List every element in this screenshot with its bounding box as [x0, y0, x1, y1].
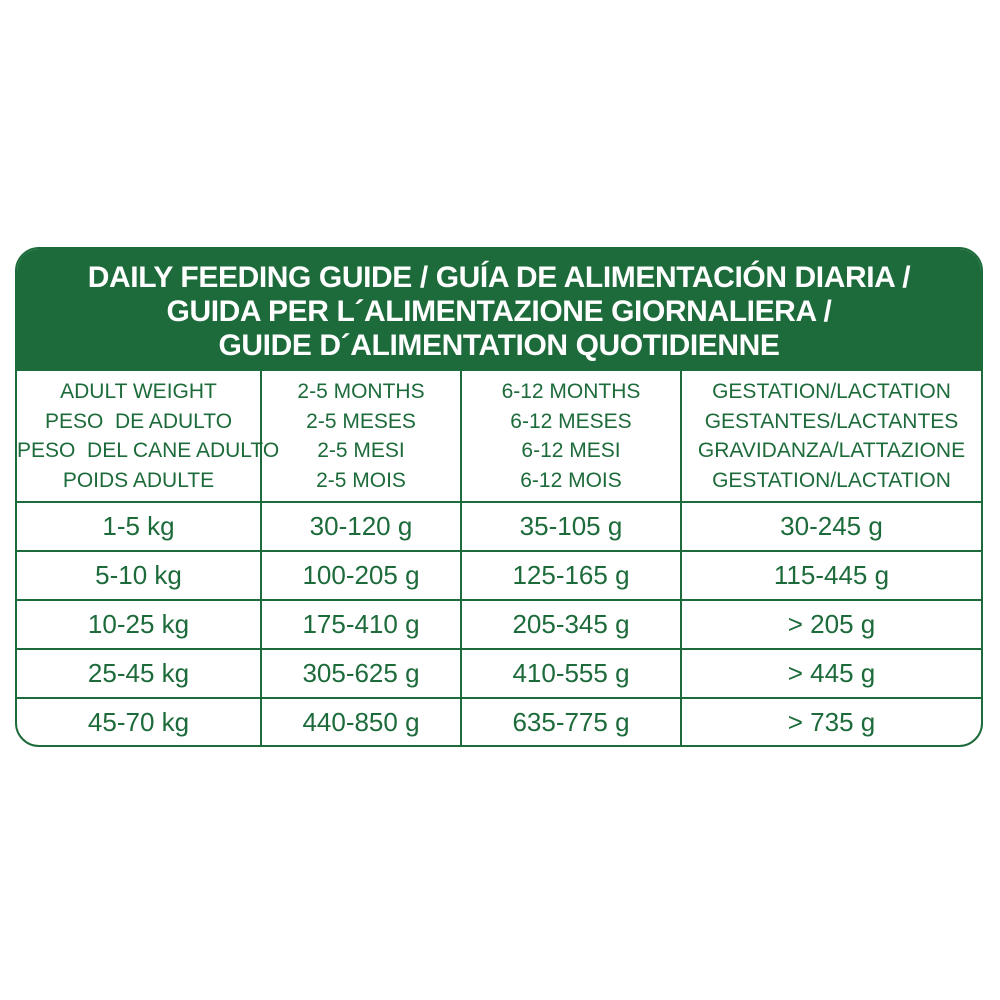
column-header-line: POIDS ADULTE: [62, 468, 215, 492]
column-header-line: 6-12 MESI: [521, 439, 621, 462]
amount-2-5-months-cell: 30-120 g: [261, 502, 461, 551]
title-line-2: GUIDA PER L´ALIMENTAZIONE GIORNALIERA /: [166, 295, 832, 328]
table-row: [17, 600, 981, 649]
feeding-guide-card: [15, 247, 983, 747]
table-row: [17, 502, 981, 551]
amount-6-12-months-cell: 35-105 g: [461, 502, 681, 551]
weight-cell: 1-5 kg: [17, 502, 261, 551]
amount-6-12-months-cell: 125-165 g: [461, 551, 681, 600]
amount-2-5-months-cell: 175-410 g: [261, 600, 461, 649]
column-header-adult-weight: [17, 371, 280, 502]
column-header-6-12-months: [461, 371, 681, 502]
weight-cell: 45-70 kg: [17, 698, 261, 746]
column-header-2-5-months: [261, 371, 461, 502]
weight-cell: 5-10 kg: [17, 551, 261, 600]
amount-2-5-months-cell: 440-850 g: [261, 698, 461, 746]
table-row: [17, 551, 981, 600]
column-header-gestation-lactation: [681, 371, 981, 502]
column-header-line: 2-5 MESI: [317, 439, 405, 462]
table-row: [17, 698, 981, 746]
amount-2-5-months-cell: 305-625 g: [261, 649, 461, 698]
column-header-line: GESTATION/LACTATION: [712, 380, 951, 403]
column-header-line: 6-12 MOIS: [520, 468, 622, 492]
feeding-table: [17, 371, 981, 746]
amount-gestation-cell: > 205 g: [681, 600, 981, 649]
column-header-line: ADULT WEIGHT: [60, 380, 217, 403]
column-header-line: 2-5 MONTHS: [297, 380, 425, 403]
column-header-line: GESTANTES/LACTANTES: [704, 409, 959, 433]
amount-6-12-months-cell: 410-555 g: [461, 649, 681, 698]
column-header-line: 2-5 MESES: [306, 409, 416, 433]
amount-6-12-months-cell: 635-775 g: [461, 698, 681, 746]
table-header-row: [17, 371, 981, 502]
feeding-guide-header: [17, 249, 981, 371]
column-header-line: GESTATION/LACTATION: [712, 468, 951, 492]
weight-cell: 25-45 kg: [17, 649, 261, 698]
title-line-1: DAILY FEEDING GUIDE / GUÍA DE ALIMENTACIÓN DIARIA /: [87, 261, 911, 294]
amount-6-12-months-cell: 205-345 g: [461, 600, 681, 649]
table-row: [17, 649, 981, 698]
column-header-line: PESO DE ADULTO: [44, 409, 233, 433]
column-header-line: PESO DEL CANE ADULTO: [17, 439, 280, 462]
column-header-line: 6-12 MESES: [510, 409, 632, 433]
title-line-3: GUIDE D´ALIMENTATION QUOTIDIENNE: [218, 329, 780, 362]
amount-2-5-months-cell: 100-205 g: [261, 551, 461, 600]
amount-gestation-cell: 30-245 g: [681, 502, 981, 551]
weight-cell: 10-25 kg: [17, 600, 261, 649]
column-header-line: GRAVIDANZA/LATTAZIONE: [697, 439, 966, 462]
amount-gestation-cell: > 735 g: [787, 707, 876, 737]
amount-gestation-cell: > 445 g: [681, 649, 981, 698]
column-header-line: 2-5 MOIS: [316, 468, 406, 492]
column-header-line: 6-12 MONTHS: [501, 380, 641, 403]
amount-gestation-cell: 115-445 g: [681, 551, 981, 600]
